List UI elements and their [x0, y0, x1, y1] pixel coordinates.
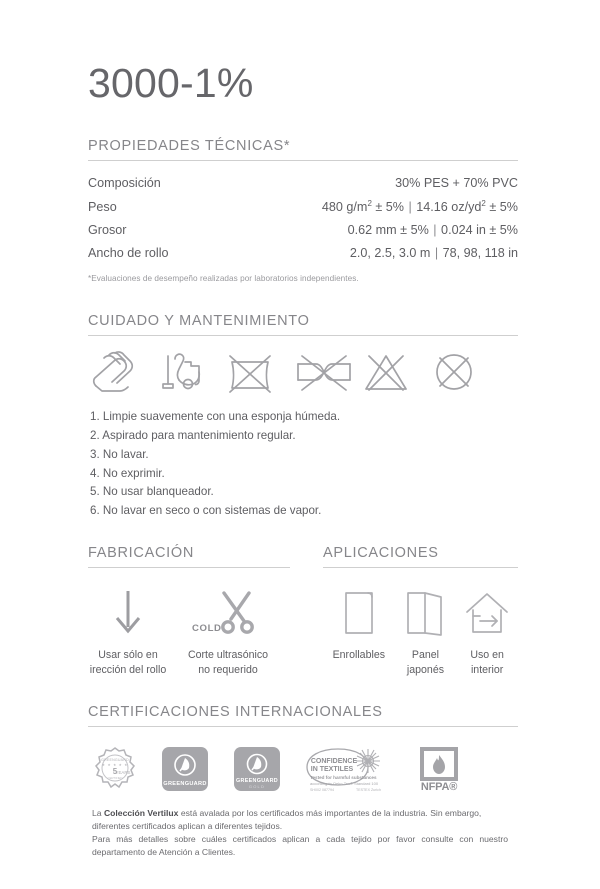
greenguard-gold-badge	[232, 745, 282, 793]
scissors-cold-group	[192, 584, 264, 642]
property-value: 30% PES + 70% PVC	[395, 176, 518, 191]
applications-items	[323, 584, 518, 678]
fabrication-applications-row	[88, 545, 518, 678]
fabrication-item-roll-direction	[82, 584, 174, 678]
do-not-wring-icon	[294, 350, 362, 394]
section-divider	[88, 160, 518, 161]
section-divider	[323, 567, 518, 568]
list-item: 1. Limpie suavemente con una esponja húmeda.	[90, 410, 341, 424]
technical-properties-table	[88, 172, 518, 264]
application-item-line1: Uso en	[470, 649, 504, 662]
section-divider	[88, 726, 518, 727]
application-item-line1: Enrollables	[332, 649, 386, 662]
svg-text:★ ★ ★ ★ ★: ★ ★ ★ ★ ★	[101, 763, 129, 768]
fabrication-heading: FABRICACIÓN	[88, 545, 194, 562]
list-item: 5. No usar blanqueador.	[90, 485, 214, 499]
scissors-icon	[216, 588, 258, 636]
property-label: Peso	[88, 200, 117, 215]
svg-text:TESTEX Zurich: TESTEX Zurich	[356, 788, 381, 793]
property-label: Composición	[88, 176, 161, 191]
table-row	[88, 242, 518, 265]
technical-footnote: *Evaluaciones de desempeño realizadas por laboratorios independientes.	[88, 274, 359, 284]
cold-label: COLD	[192, 623, 222, 635]
application-item-line1: Panel	[411, 649, 440, 662]
roller-shade-icon	[339, 584, 379, 642]
do-not-wash-icon	[226, 350, 294, 394]
svg-text:GREENGUARD: GREENGUARD	[236, 778, 278, 785]
technical-properties-heading: PROPIEDADES TÉCNICAS*	[88, 138, 291, 155]
fabrication-item-ultrasonic-cut	[174, 584, 282, 678]
certifications-heading: CERTIFICACIONES INTERNACIONALES	[88, 704, 383, 721]
certifications-note	[88, 807, 508, 859]
property-label: Grosor	[88, 223, 127, 238]
svg-text:CONFIDENCE: CONFIDENCE	[310, 758, 358, 766]
care-maintenance-heading: CUIDADO Y MANTENIMIENTO	[88, 313, 310, 330]
certifications-section	[88, 704, 518, 859]
house-interior-icon	[464, 584, 510, 642]
svg-text:Tested for harmful substances: Tested for harmful substances	[310, 775, 377, 781]
page-title: 3000-1%	[88, 60, 254, 106]
table-row	[88, 172, 518, 195]
section-divider	[88, 335, 518, 336]
list-item: 4. No exprimir.	[90, 466, 165, 480]
svg-text:GOLD: GOLD	[248, 784, 266, 790]
svg-text:IN TEXTILES: IN TEXTILES	[310, 766, 354, 774]
spec-sheet	[88, 0, 518, 859]
property-label: Ancho de rollo	[88, 245, 169, 260]
svg-text:NFPA®: NFPA®	[420, 781, 458, 794]
certification-badges-row	[88, 745, 518, 793]
application-item-line2: japonés	[406, 664, 445, 677]
fabrication-items	[88, 584, 290, 678]
application-item-interior-use	[456, 584, 518, 678]
svg-text:CERTIFIED: CERTIFIED	[107, 776, 123, 781]
certifications-note-line1: La Colección Vertilux está avalada por los certificados más importantes de la industria. Sin embargo, diferentes certificados aplican a diferentes tejidos.	[92, 808, 482, 832]
applications-heading: APLICACIONES	[323, 545, 439, 562]
care-icons-row	[88, 350, 518, 394]
property-value: 0.62 mm ± 5% | 0.024 in ± 5%	[347, 223, 518, 238]
svg-text:SH002 087794: SH002 087794	[310, 788, 334, 793]
property-value: 2.0, 2.5, 3.0 m | 78, 98, 118 in	[349, 245, 518, 260]
svg-text:5: 5	[112, 767, 118, 777]
application-item-japanese-panel	[395, 584, 457, 678]
do-not-dryclean-icon	[430, 350, 498, 394]
application-item-roller-shades	[323, 584, 395, 678]
nfpa-badge	[414, 745, 464, 793]
svg-text:GREENGUARD: GREENGUARD	[101, 758, 129, 763]
vacuum-cleaner-icon	[158, 350, 226, 394]
greenguard-badge	[160, 745, 210, 793]
svg-text:according to Oeko-Tex® Standar: according to Oeko-Tex® Standard 100	[310, 781, 379, 787]
svg-text:GREENGUARD: GREENGUARD	[163, 781, 207, 788]
greenguard-gold-5-years-seal	[92, 746, 138, 792]
svg-text:YEARS: YEARS	[115, 770, 131, 776]
japanese-panel-icon	[403, 584, 447, 642]
application-item-line2: interior	[470, 664, 504, 677]
fabrication-item-line2: no requerido	[198, 664, 258, 677]
confidence-in-textiles-oeko-tex-badge	[304, 745, 392, 793]
certifications-note-line2: Para más detalles sobre cuáles certificados aplican a cada tejido por favor consulte con nuestro departamento de Atención a Clientes.	[92, 834, 508, 858]
fabrication-item-line1: Corte ultrasónico	[187, 649, 269, 662]
list-item: 6. No lavar en seco o con sistemas de vapor.	[90, 504, 322, 518]
list-item: 3. No lavar.	[90, 447, 149, 461]
applications-section	[323, 545, 518, 678]
do-not-bleach-icon	[362, 350, 430, 394]
fabrication-section	[88, 545, 290, 678]
hand-sponge-wipe-icon	[90, 350, 158, 394]
care-maintenance-section	[88, 313, 518, 521]
down-arrow-icon	[111, 584, 145, 642]
fabrication-item-line2: irección del rollo	[89, 664, 167, 677]
fabrication-item-line1: Usar sólo en	[98, 649, 158, 662]
table-row	[88, 219, 518, 242]
list-item: 2. Aspirado para mantenimiento regular.	[90, 429, 296, 443]
technical-properties-section	[88, 138, 518, 283]
care-instructions-list	[88, 408, 518, 521]
table-row	[88, 195, 518, 219]
property-value: 480 $g/m^2 \pm 5\%$ | 14.16 $oz/yd^2 \pm 5\%$	[321, 199, 518, 215]
section-divider	[88, 567, 290, 568]
